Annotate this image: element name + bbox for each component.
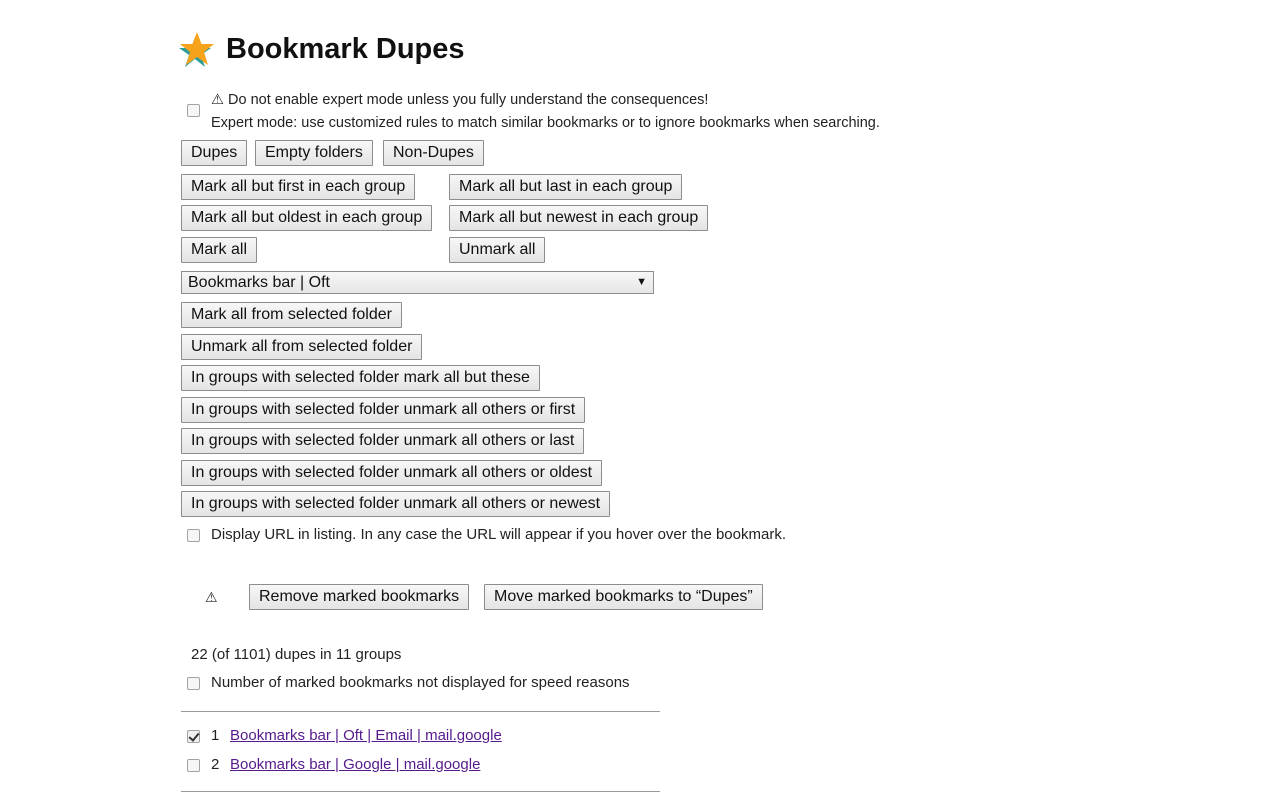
- move-marked-button[interactable]: Move marked bookmarks to “Dupes”: [484, 584, 763, 610]
- result-1-checkbox[interactable]: [187, 730, 200, 743]
- unmark-from-folder-button[interactable]: Unmark all from selected folder: [181, 334, 422, 360]
- dropdown-arrow-icon: ▼: [636, 276, 647, 288]
- non-dupes-button[interactable]: Non-Dupes: [383, 140, 484, 166]
- display-url-checkbox[interactable]: [187, 529, 200, 542]
- display-url-label: Display URL in listing. In any case the URL will appear if you hover over the bookmark.: [211, 526, 786, 543]
- groups-unmark-first-button[interactable]: In groups with selected folder unmark all others or first: [181, 397, 585, 423]
- mark-all-but-first-button[interactable]: Mark all but first in each group: [181, 174, 415, 200]
- remove-marked-button[interactable]: Remove marked bookmarks: [249, 584, 469, 610]
- result-2-index: 2: [211, 756, 220, 773]
- star-logo-icon: [177, 30, 217, 70]
- page-title: Bookmark Dupes: [226, 32, 465, 65]
- divider: [181, 791, 660, 792]
- not-displayed-label: Number of marked bookmarks not displayed for speed reasons: [211, 674, 630, 691]
- mark-all-button[interactable]: Mark all: [181, 237, 257, 263]
- warning-icon: ⚠: [205, 589, 218, 605]
- groups-unmark-newest-button[interactable]: In groups with selected folder unmark all others or newest: [181, 491, 610, 517]
- unmark-all-button[interactable]: Unmark all: [449, 237, 545, 263]
- groups-unmark-last-button[interactable]: In groups with selected folder unmark all others or last: [181, 428, 584, 454]
- result-1-index: 1: [211, 727, 220, 744]
- header: [177, 22, 465, 78]
- groups-unmark-oldest-button[interactable]: In groups with selected folder unmark all others or oldest: [181, 460, 602, 486]
- expert-mode-label: Expert mode: use customized rules to match similar bookmarks or to ignore bookmarks when searching.: [211, 115, 880, 131]
- mark-all-but-last-button[interactable]: Mark all but last in each group: [449, 174, 682, 200]
- divider: [181, 711, 660, 712]
- result-2-checkbox[interactable]: [187, 759, 200, 772]
- result-1-link[interactable]: Bookmarks bar | Oft | Email | mail.google: [230, 727, 502, 744]
- folder-select-value: Bookmarks bar | Oft: [188, 274, 330, 291]
- expert-warning-text: ⚠ Do not enable expert mode unless you fully understand the consequences!: [211, 92, 709, 108]
- mark-from-folder-button[interactable]: Mark all from selected folder: [181, 302, 402, 328]
- result-2-link[interactable]: Bookmarks bar | Google | mail.google: [230, 756, 481, 773]
- empty-folders-button[interactable]: Empty folders: [255, 140, 373, 166]
- folder-select[interactable]: [181, 271, 654, 294]
- mark-all-but-newest-button[interactable]: Mark all but newest in each group: [449, 205, 708, 231]
- groups-mark-all-but-these-button[interactable]: In groups with selected folder mark all but these: [181, 365, 540, 391]
- summary-text: 22 (of 1101) dupes in 11 groups: [191, 646, 402, 663]
- mark-all-but-oldest-button[interactable]: Mark all but oldest in each group: [181, 205, 432, 231]
- not-displayed-checkbox[interactable]: [187, 677, 200, 690]
- dupes-button[interactable]: Dupes: [181, 140, 247, 166]
- expert-mode-checkbox[interactable]: [187, 104, 200, 117]
